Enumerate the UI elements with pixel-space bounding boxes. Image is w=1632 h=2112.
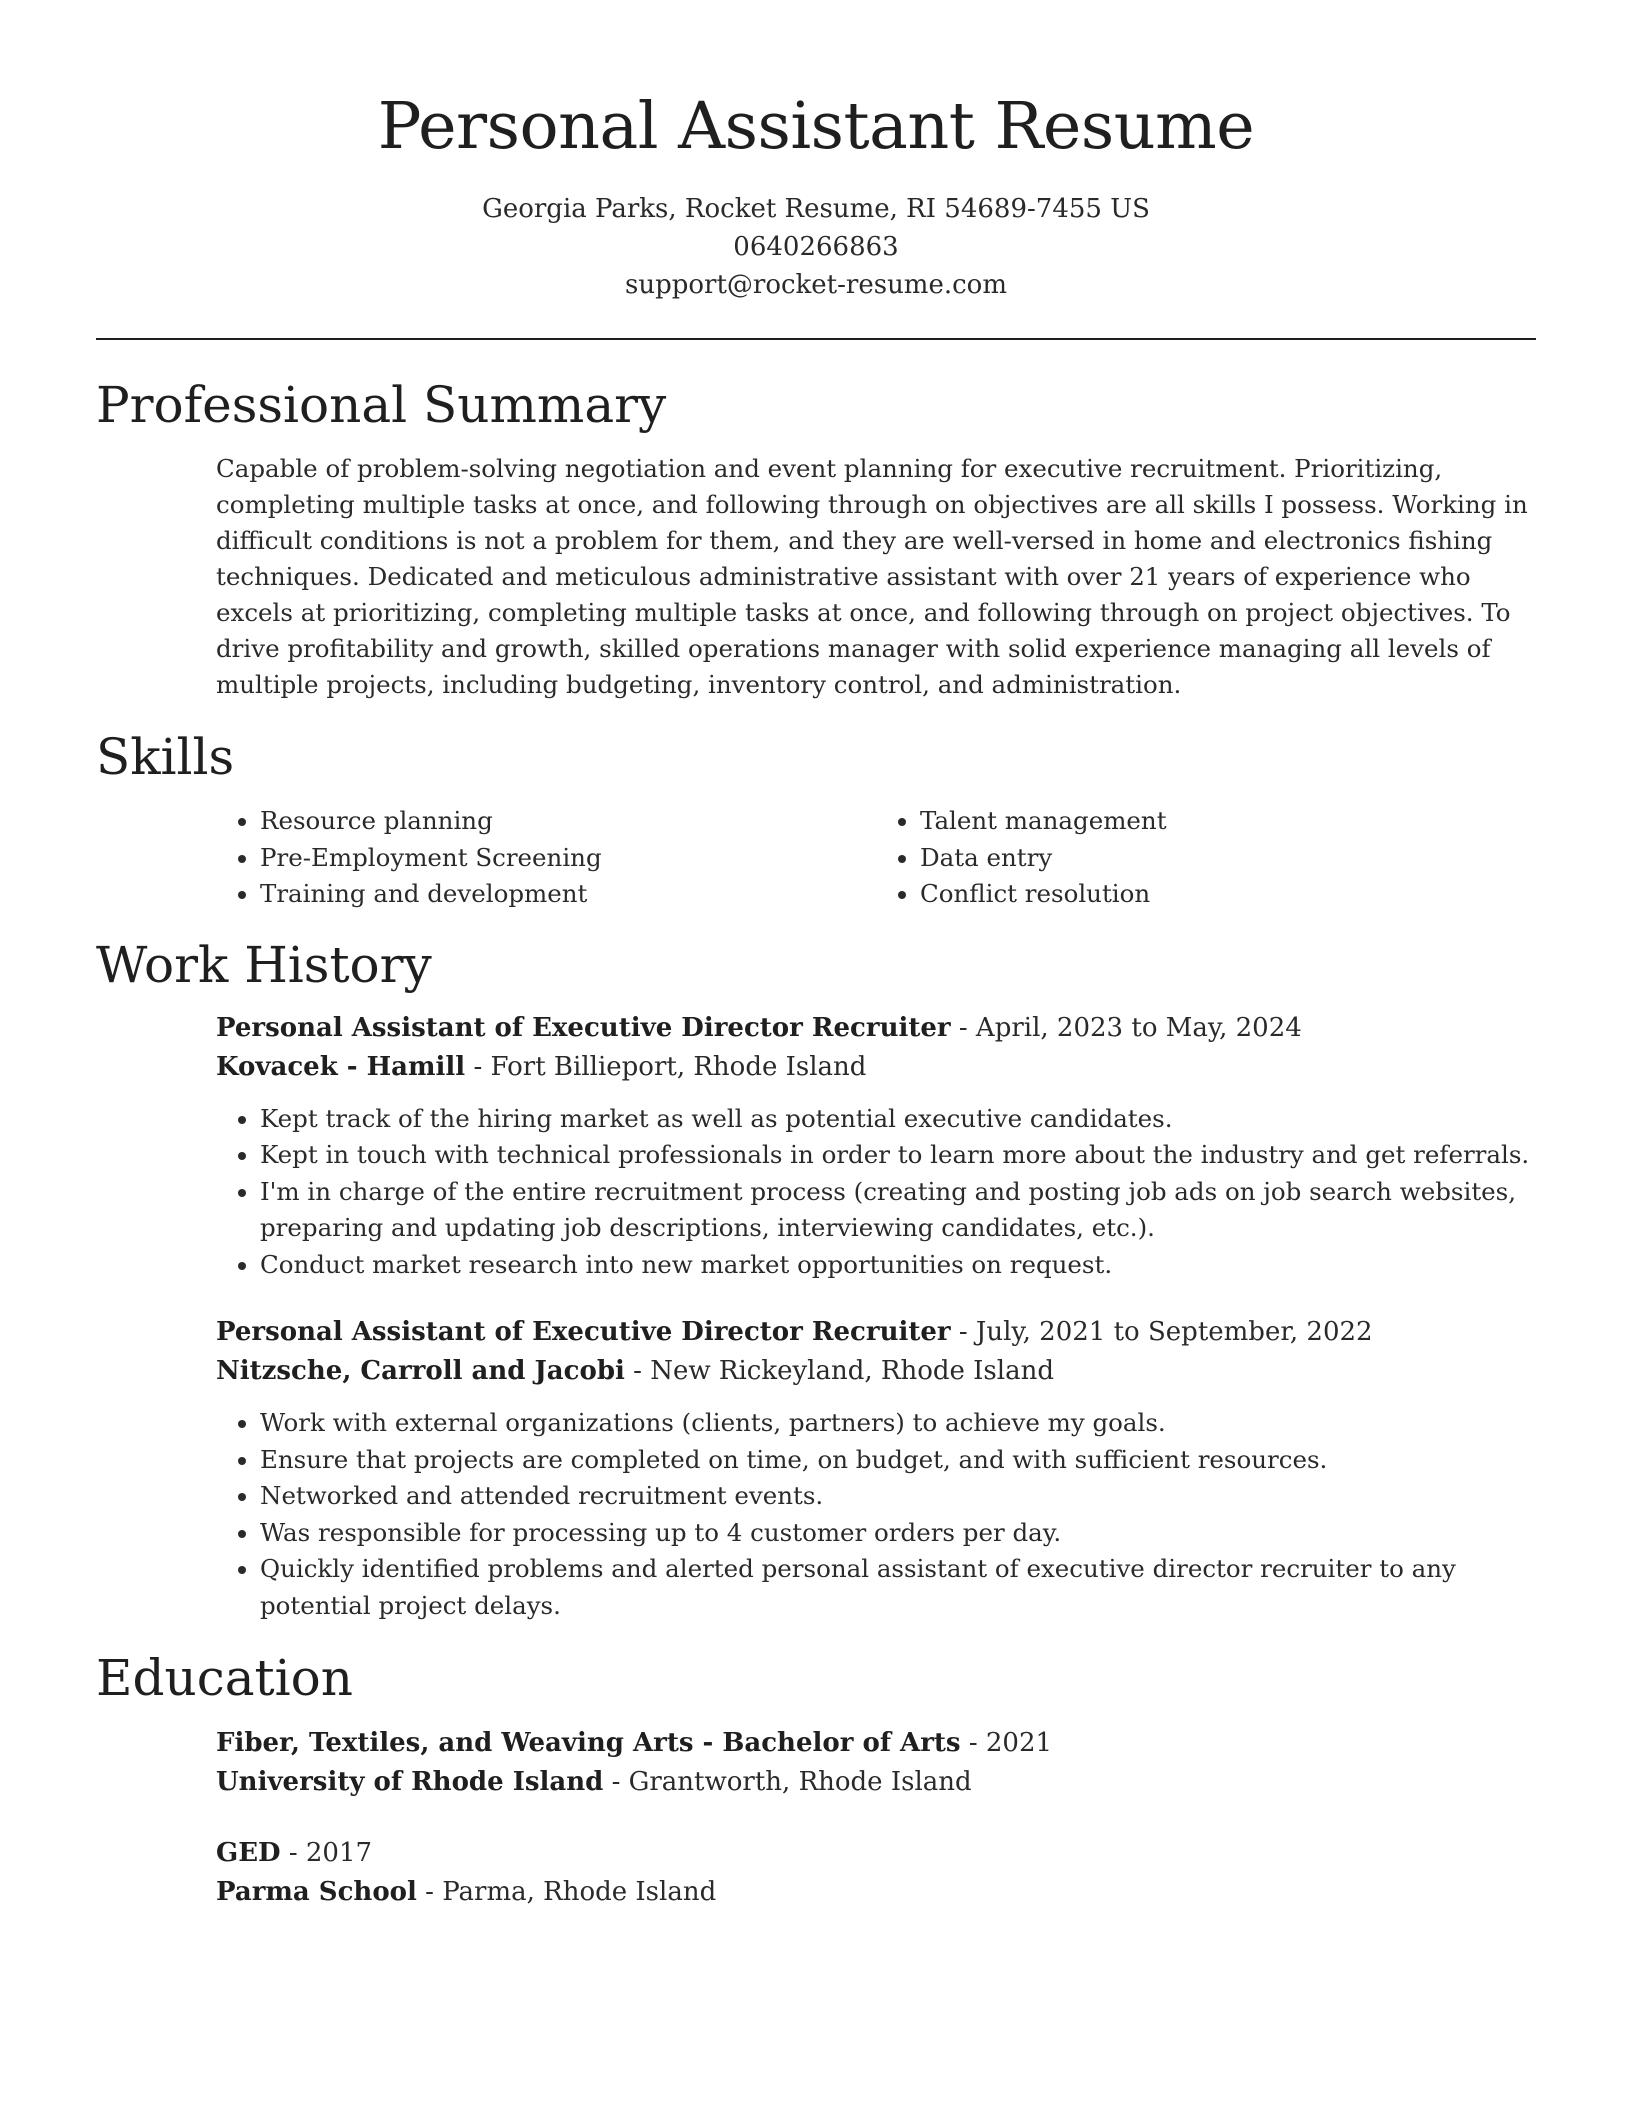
resume-title: Personal Assistant Resume xyxy=(377,89,1255,164)
education-degree: Fiber, Textiles, and Weaving Arts - Bachelor of Arts xyxy=(216,1728,961,1758)
education-section xyxy=(96,1646,1536,1912)
skill-item: • Training and development xyxy=(260,876,876,913)
job-entry xyxy=(216,1313,1536,1624)
education-school-line xyxy=(216,1763,1536,1802)
job-bullet: • Conduct market research into new market opportunities on request. xyxy=(260,1247,1536,1284)
education-year: - 2017 xyxy=(288,1838,373,1868)
section-heading-summary: Professional Summary xyxy=(96,376,667,434)
contact-email: support@rocket-resume.com xyxy=(624,270,1007,300)
skill-item: • Talent management xyxy=(920,803,1536,840)
summary-text: Capable of problem-solving negotiation and event planning for executive recruitment. Prioritizing, completing multiple tasks at once, and following through on objectives are all skills I possess. Working in difficult conditions is not a problem for them, and they are well-versed in home and electronics fishing techniques. Dedicated and meticulous administrative assistant with over 21 years of experience who excels at prioritizing, completing multiple tasks at once, and following through on project objectives. To drive profitability and growth, skilled operations manager with solid experience managing all levels of multiple projects, including budgeting, inventory control, and administration. xyxy=(216,454,1528,699)
education-school: University of Rhode Island xyxy=(216,1767,604,1797)
job-title: Personal Assistant of Executive Director Recruiter xyxy=(216,1012,951,1043)
job-dates: - July, 2021 to September, 2022 xyxy=(958,1317,1373,1347)
education-degree-line xyxy=(216,1724,1536,1763)
contact-phone: 0640266863 xyxy=(733,232,899,262)
work-section xyxy=(96,933,1536,1625)
header-divider xyxy=(96,338,1536,340)
education-year: - 2021 xyxy=(968,1728,1053,1758)
job-location: - Fort Billieport, Rhode Island xyxy=(473,1051,867,1082)
job-company: Nitzsche, Carroll and Jacobi xyxy=(216,1356,625,1386)
summary-section xyxy=(96,373,1536,703)
skills-section xyxy=(96,725,1536,913)
job-bullet: • Ensure that projects are completed on time, on budget, and with sufficient resources. xyxy=(260,1442,1536,1479)
job-company: Kovacek - Hamill xyxy=(216,1051,466,1082)
education-entry xyxy=(216,1834,1536,1912)
job-bullet: • Kept in touch with technical professionals in order to learn more about the industry and get referrals. xyxy=(260,1137,1536,1174)
job-bullet: • Kept track of the hiring market as well as potential executive candidates. xyxy=(260,1101,1536,1138)
education-degree: GED xyxy=(216,1838,281,1868)
skill-item: • Conflict resolution xyxy=(920,876,1536,913)
job-company-line xyxy=(216,1352,1536,1391)
contact-block xyxy=(96,190,1536,304)
job-bullet: • Work with external organizations (clients, partners) to achieve my goals. xyxy=(260,1405,1536,1442)
skill-item: • Pre-Employment Screening xyxy=(260,840,876,877)
job-bullet: • I'm in charge of the entire recruitment process (creating and posting job ads on job search websites, preparing and updating job descriptions, interviewing candidates, etc.). xyxy=(260,1174,1536,1247)
education-location: - Grantworth, Rhode Island xyxy=(611,1767,972,1797)
job-bullets xyxy=(216,1405,1536,1624)
resume-page xyxy=(96,0,1536,1912)
job-bullet: • Networked and attended recruitment events. xyxy=(260,1478,1536,1515)
job-bullets xyxy=(216,1101,1536,1284)
education-degree-line xyxy=(216,1834,1536,1873)
skill-item: • Data entry xyxy=(920,840,1536,877)
education-location: - Parma, Rhode Island xyxy=(425,1877,717,1907)
education-school-line xyxy=(216,1873,1536,1912)
job-bullet: • Was responsible for processing up to 4 customer orders per day. xyxy=(260,1515,1536,1552)
job-dates: - April, 2023 to May, 2024 xyxy=(958,1012,1302,1043)
resume-header xyxy=(96,0,1536,304)
section-heading-education: Education xyxy=(96,1649,353,1707)
job-location: - New Rickeyland, Rhode Island xyxy=(633,1356,1054,1386)
education-school: Parma School xyxy=(216,1877,417,1907)
education-entry xyxy=(216,1724,1536,1802)
job-entry xyxy=(216,1009,1536,1284)
section-heading-work: Work History xyxy=(96,935,432,994)
skill-item: • Resource planning xyxy=(260,803,876,840)
skills-list-left xyxy=(216,803,876,913)
job-bullet: • Quickly identified problems and alerted personal assistant of executive director recruiter to any potential project delays. xyxy=(260,1551,1536,1624)
job-title: Personal Assistant of Executive Director Recruiter xyxy=(216,1317,951,1347)
contact-address: Georgia Parks, Rocket Resume, RI 54689-7455 US xyxy=(482,194,1150,224)
section-heading-skills: Skills xyxy=(96,728,235,786)
job-company-line xyxy=(216,1048,1536,1087)
skills-grid xyxy=(216,803,1536,913)
job-title-line xyxy=(216,1313,1536,1352)
skills-list-right xyxy=(876,803,1536,913)
job-title-line xyxy=(216,1009,1536,1048)
